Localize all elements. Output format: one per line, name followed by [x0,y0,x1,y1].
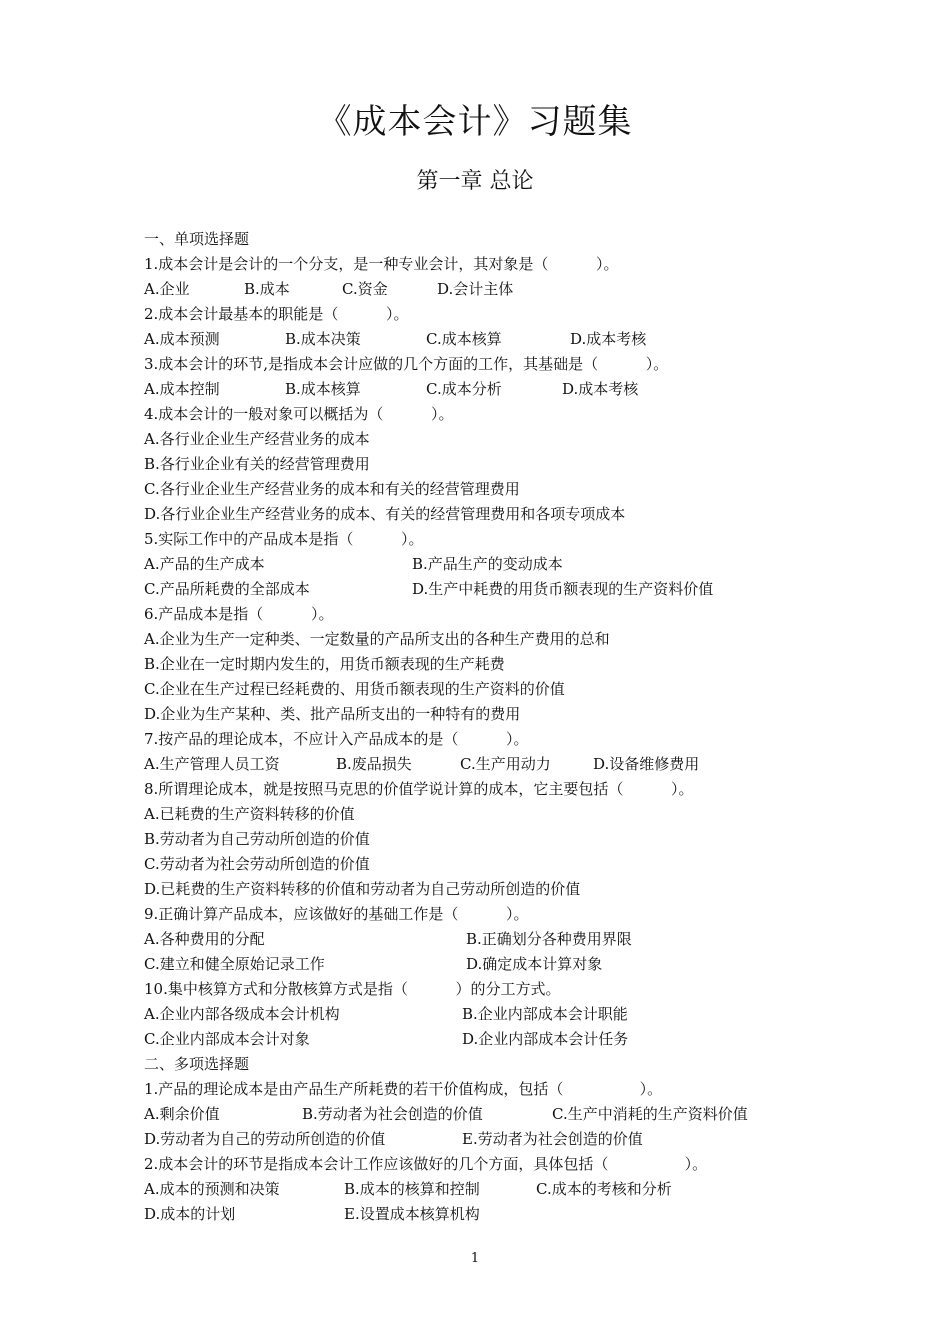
section-heading: 二、多项选择题 [144,1055,250,1073]
option-text: B.成本的核算和控制 [344,1180,480,1198]
option-text: C.产品所耗费的全部成本 [144,580,310,598]
option-text: A.各种费用的分配 [144,930,265,948]
question-text: 10.集中核算方式和分散核算方式是指（ ）的分工方式。 [144,980,561,998]
option-text: C.成本核算 [426,330,502,348]
chapter-heading: 第一章 总论 [416,169,534,194]
option-text: D.设备维修费用 [593,755,700,773]
option-text: C.资金 [342,280,388,298]
page-number: 1 [470,1251,480,1266]
option-text: D.成本的计划 [144,1205,236,1223]
option-text: C.成本分析 [426,380,502,398]
option-text: B.成本 [244,280,290,298]
option-text: C.生产用动力 [460,755,551,773]
question-text: 1.成本会计是会计的一个分支，是一种专业会计，其对象是（ ）。 [144,255,619,273]
question-text: 2.成本会计的环节是指成本会计工作应该做好的几个方面，具体包括（ ）。 [144,1155,708,1173]
option-text: C.劳动者为社会劳动所创造的价值 [144,855,370,873]
option-text: D.已耗费的生产资料转移的价值和劳动者为自己劳动所创造的价值 [144,880,581,898]
option-text: A.企业 [144,280,190,298]
question-text: 2.成本会计最基本的职能是（ ）。 [144,305,409,323]
question-text: 1.产品的理论成本是由产品生产所耗费的若干价值构成，包括（ ）。 [144,1080,663,1098]
question-text: 9.正确计算产品成本，应该做好的基础工作是（ ）。 [144,905,529,923]
option-text: D.成本考核 [570,330,647,348]
option-text: B.正确划分各种费用界限 [466,930,632,948]
option-text: D.成本考核 [562,380,639,398]
question-text: 6.产品成本是指（ ）。 [144,605,334,623]
question-text: 5.实际工作中的产品成本是指（ ）。 [144,530,424,548]
option-text: C.成本的考核和分析 [536,1180,672,1198]
option-text: B.劳动者为社会创造的价值 [302,1105,483,1123]
option-text: B.产品生产的变动成本 [412,555,563,573]
option-text: E.劳动者为社会创造的价值 [462,1130,643,1148]
option-text: A.剩余价值 [144,1105,220,1123]
option-text: A.成本预测 [144,330,220,348]
option-text: A.成本的预测和决策 [144,1180,280,1198]
option-text: B.废品损失 [336,755,412,773]
question-text: 7.按产品的理论成本，不应计入产品成本的是（ ）。 [144,730,529,748]
option-text: D.各行业企业生产经营业务的成本、有关的经营管理费用和各项专项成本 [144,505,626,523]
option-text: A.企业为生产一定种类、一定数量的产品所支出的各种生产费用的总和 [144,630,610,648]
option-text: D.劳动者为自己的劳动所创造的价值 [144,1130,386,1148]
option-text: B.劳动者为自己劳动所创造的价值 [144,830,370,848]
option-text: A.已耗费的生产资料转移的价值 [144,805,355,823]
option-text: A.产品的生产成本 [144,555,265,573]
option-text: D.确定成本计算对象 [466,955,603,973]
option-text: A.各行业企业生产经营业务的成本 [144,430,370,448]
option-text: D.企业为生产某种、类、批产品所支出的一种特有的费用 [144,705,521,723]
option-text: C.企业在生产过程已经耗费的、用货币额表现的生产资料的价值 [144,680,565,698]
question-text: 4.成本会计的一般对象可以概括为（ ）。 [144,405,454,423]
option-text: A.企业内部各级成本会计机构 [144,1005,340,1023]
option-text: B.企业内部成本会计职能 [462,1005,628,1023]
option-text: B.成本决策 [285,330,361,348]
option-text: C.各行业企业生产经营业务的成本和有关的经营管理费用 [144,480,520,498]
option-text: A.成本控制 [144,380,220,398]
question-text: 8.所谓理论成本，就是按照马克思的价值学说计算的成本，它主要包括（ ）。 [144,780,694,798]
option-text: D.生产中耗费的用货币额表现的生产资料价值 [412,580,714,598]
option-text: B.成本核算 [285,380,361,398]
option-text: D.企业内部成本会计任务 [462,1030,629,1048]
option-text: D.会计主体 [437,280,514,298]
document-title: 《成本会计》习题集 [317,102,633,142]
option-text: E.设置成本核算机构 [344,1205,480,1223]
option-text: C.建立和健全原始记录工作 [144,955,325,973]
option-text: A.生产管理人员工资 [144,755,280,773]
section-heading: 一、单项选择题 [144,230,250,248]
option-text: B.企业在一定时期内发生的，用货币额表现的生产耗费 [144,655,505,673]
question-text: 3.成本会计的环节,是指成本会计应做的几个方面的工作，其基础是（ ）。 [144,355,669,373]
option-text: C.企业内部成本会计对象 [144,1030,310,1048]
option-text: B.各行业企业有关的经营管理费用 [144,455,370,473]
option-text: C.生产中消耗的生产资料价值 [552,1105,748,1123]
